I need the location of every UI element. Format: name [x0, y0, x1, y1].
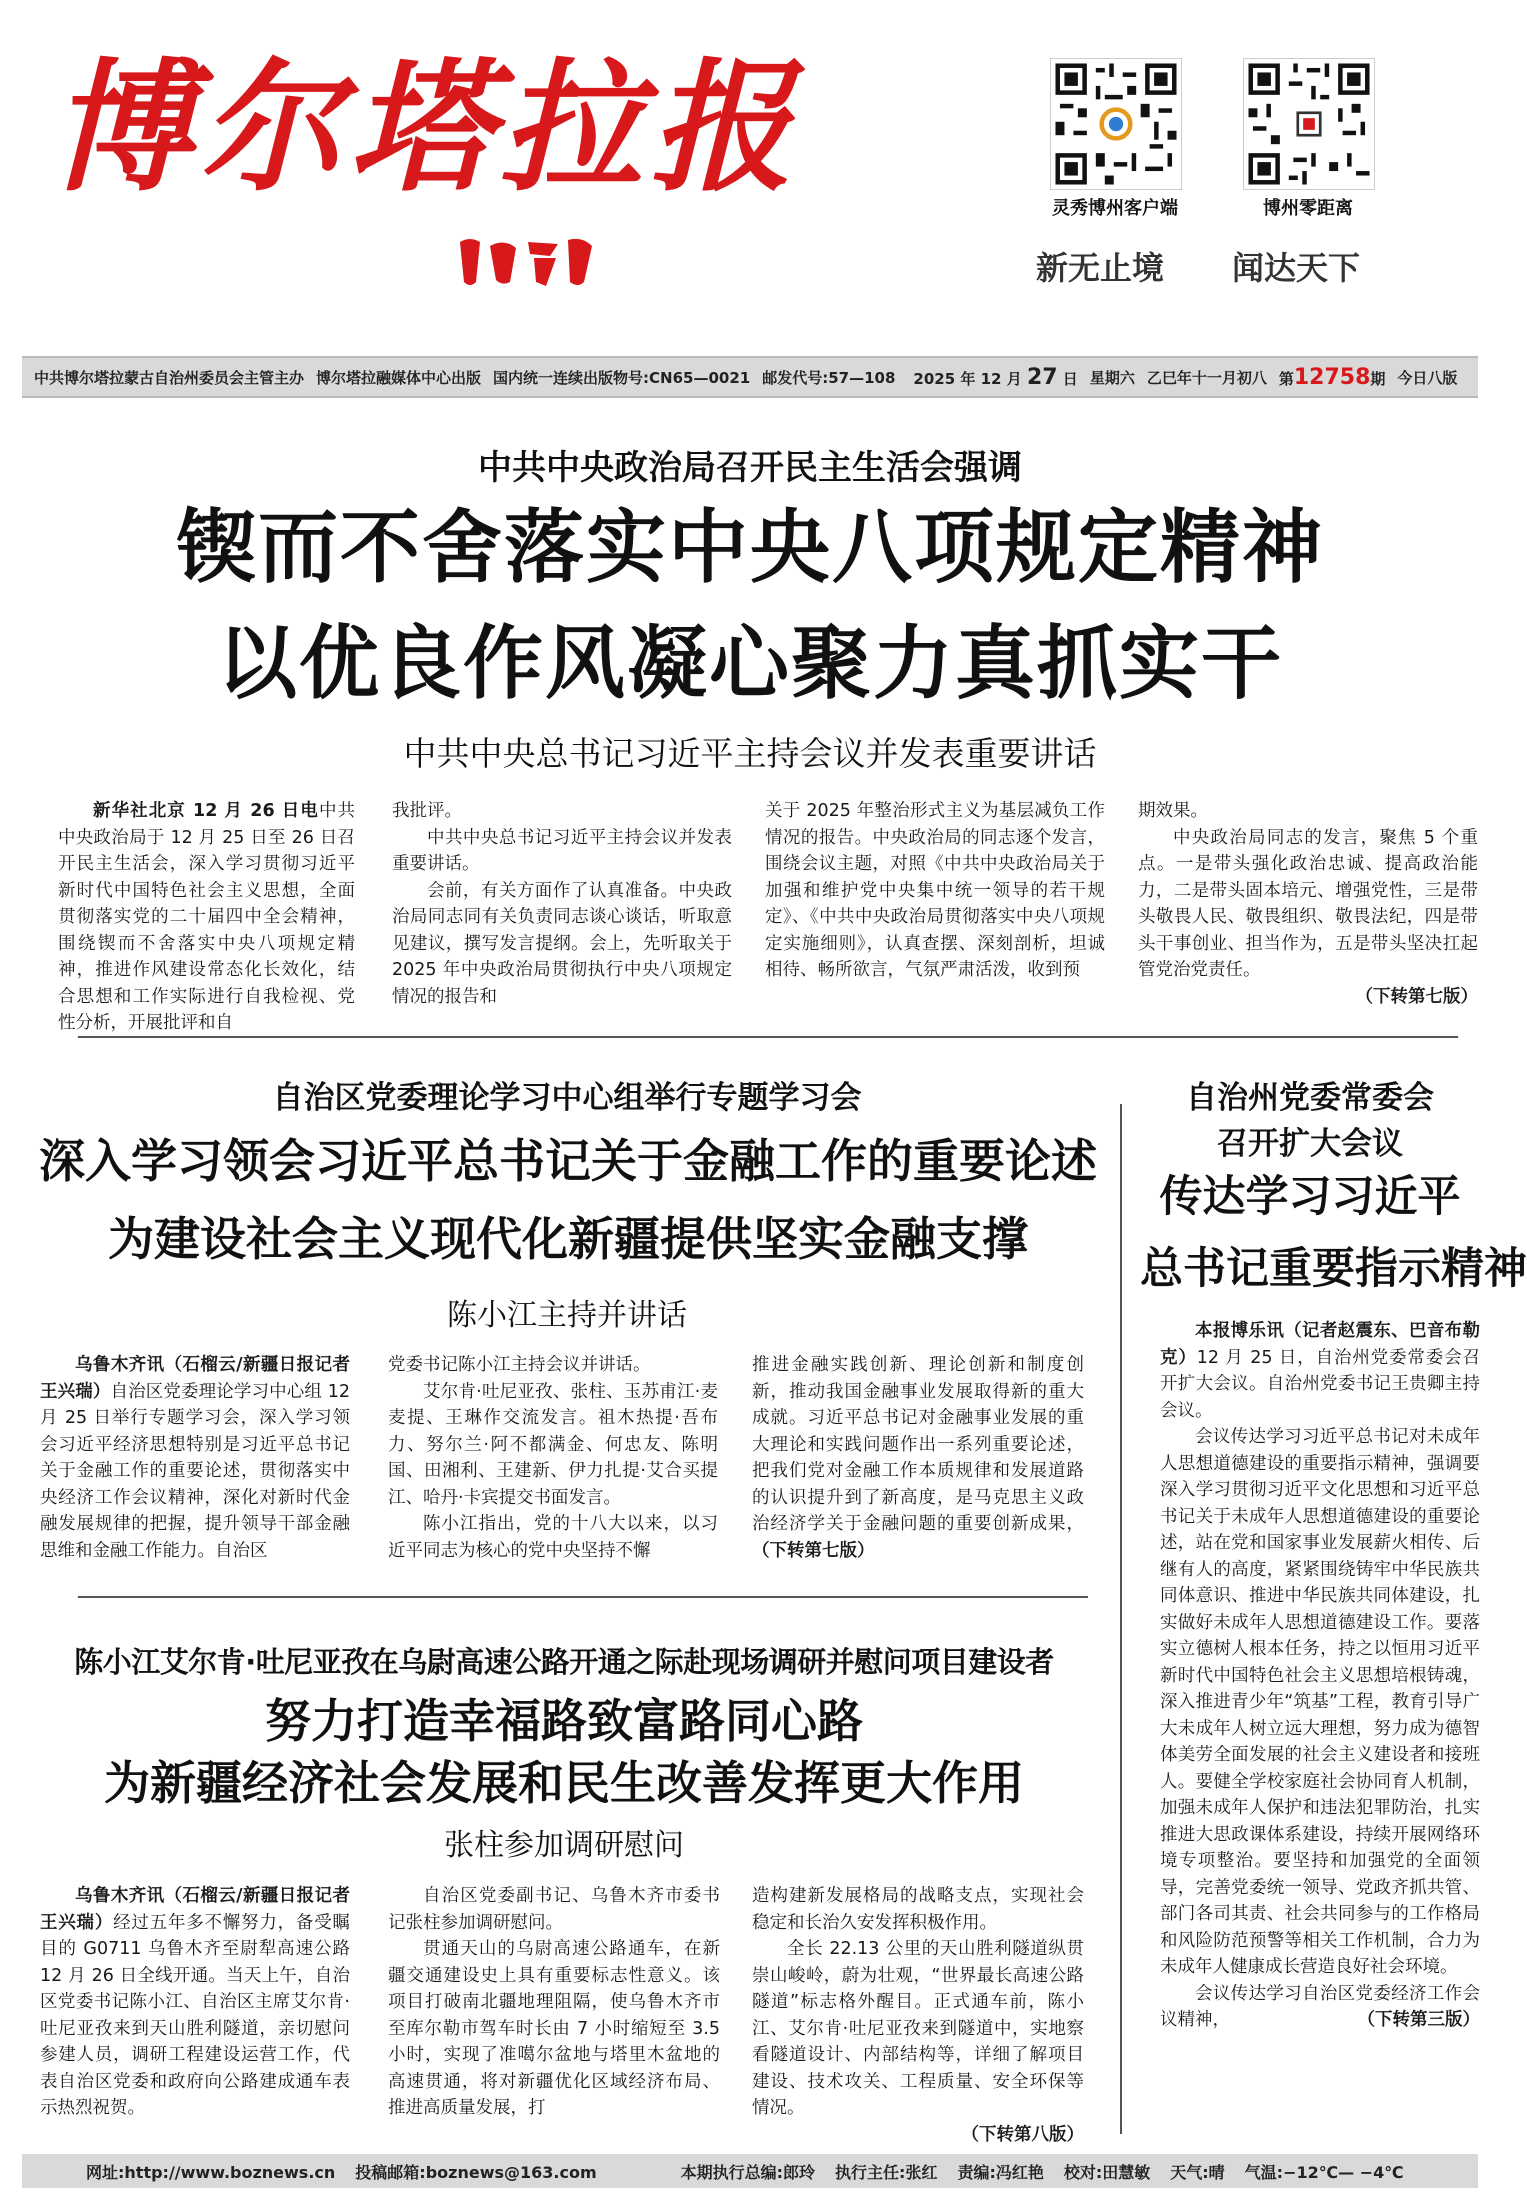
article1-headline-2[interactable]: 以优良作风凝心聚力真抓实干	[217, 617, 1283, 710]
article4-body	[1160, 1318, 1480, 2132]
footer-email-link[interactable]: 投稿邮箱:boznews@163.com	[355, 2162, 597, 2182]
article4-kicker-2: 召开扩大会议	[1217, 1126, 1403, 1162]
article1-col-4	[1138, 798, 1478, 1010]
article2-col2-a: 党委书记陈小江主持会议并讲话。	[388, 1355, 651, 1375]
article2-col1-text: 自治区党委理论学习中心组 12 月 25 日举行专题学习会，深入学习领会习近平经济思想特别是习近平总书记关于金融工作的重要论述，贯彻落实中央经济工作会议精神，深化对新时代金融发展规律的把握，提升领导干部金融思维和金融工作能力。自治区	[40, 1381, 350, 1561]
article1-col-2	[392, 798, 732, 1008]
article3-headline-1[interactable]: 努力打造幸福路致富路同心路	[265, 1694, 863, 1748]
mongolian-script-logo	[450, 232, 610, 292]
article1-continued[interactable]: （下转第七版）	[1355, 986, 1478, 1007]
slogan-left: 新无止境	[1036, 249, 1165, 287]
article2-col-1	[40, 1352, 350, 1564]
article2-headline-1[interactable]: 深入学习领会习近平总书记关于金融工作的重要论述	[39, 1134, 1097, 1188]
article3-continued[interactable]: （下转第八版）	[961, 2124, 1084, 2145]
divider-vertical	[1120, 1104, 1122, 2134]
slogan-right: 闻达天下	[1232, 249, 1361, 287]
article1-dateline: 新华社北京 12 月 26 日电	[93, 801, 319, 821]
footer-director: 执行主任:张红	[835, 2162, 938, 2182]
sponsor-text: 中共博尔塔拉蒙古自治州委员会主管主办	[34, 368, 305, 387]
date-prefix: 2025 年 12 月	[913, 369, 1022, 388]
date-suffix: 日	[1062, 369, 1078, 388]
issue-prefix: 第	[1278, 369, 1294, 388]
postal-code: 邮发代号:57—108	[762, 368, 896, 387]
article2-dateline: 乌鲁木齐讯（石榴云/新疆日报记者王兴瑞）	[40, 1355, 350, 1402]
article2-continued[interactable]: （下转第七版）	[752, 1540, 875, 1561]
article3-col-1	[40, 1883, 350, 2127]
article1-col4-b: 中央政治局同志的发言，聚焦 5 个重点。一是带头强化政治忠诚、提高政治能力，二是带头固本培元、增强党性，三是带头敬畏人民、敬畏组织、敬畏法纪，四是带头干事创业、担当作为，五是带头坚决扛起管党治党责任。	[1138, 827, 1478, 980]
article1-col2-c: 会前，有关方面作了认真准备。中央政治局同志同有关负责同志谈心谈话，听取意见建议，撰写发言提纲。会上，先听取关于 2025 年中央政治局贯彻执行中央八项规定情况的报告和	[392, 880, 732, 1007]
article3-headline-2[interactable]: 为新疆经济社会发展和民生改善发挥更大作用	[104, 1756, 1024, 1810]
footer-bar	[22, 2154, 1478, 2188]
article1-kicker: 中共中央政治局召开民主生活会强调	[478, 448, 1022, 488]
issue-suffix: 期	[1370, 369, 1386, 388]
article2-kicker: 自治区党委理论学习中心组举行专题学习会	[272, 1080, 862, 1116]
article1-col-1	[58, 798, 356, 1033]
article3-col-2	[388, 1883, 720, 2127]
article3-subhead: 张柱参加调研慰问	[444, 1828, 684, 1863]
article3-col3-b: 全长 22.13 公里的天山胜利隧道纵贯崇山峻岭，蔚为壮观，“世界最长高速公路隧道”标志格外醒目。正式通车前，陈小江、艾尔肯·吐尼亚孜来到隧道中，实地察看隧道设计、内部结构等，详细了解项目建设、技术攻关、工程质量、安全环保等情况。	[752, 1939, 1084, 2118]
article1-col-3	[765, 798, 1105, 1008]
cn-number: 国内统一连续出版物号:CN65—0021	[493, 368, 751, 387]
footer-weather: 天气:晴	[1170, 2162, 1225, 2182]
footer-proofreader: 校对:田慧敏	[1063, 2162, 1151, 2182]
article3-col2-a: 自治区党委副书记、乌鲁木齐市委书记张柱参加调研慰问。	[388, 1886, 720, 1933]
publisher-text: 博尔塔拉融媒体中心出版	[316, 368, 482, 387]
article1-subhead: 中共中央总书记习近平主持会议并发表重要讲话	[403, 734, 1097, 773]
qr-code-client[interactable]	[1050, 58, 1182, 190]
article2-col2-b: 艾尔肯·吐尼亚孜、张柱、玉苏甫江·麦麦提、王琳作交流发言。祖木热提·吾布力、努尔兰·阿不都满金、何忠友、陈明国、田湘利、王建新、伊力扎提·艾合买提江、哈丹·卡宾提交书面发言。	[388, 1381, 718, 1508]
page-count: 今日八版	[1397, 368, 1458, 387]
article3-col2-b: 贯通天山的乌尉高速公路通车，在新疆交通建设史上具有重要标志性意义。该项目打破南北疆地理阻隔，使乌鲁木齐市至库尔勒市驾车时长由 7 小时缩短至 3.5 小时，实现了准噶尔盆地与塔里木盆地的高速贯通，将对新疆优化区域经济布局、推进高质量发展，打	[388, 1939, 720, 2118]
qr-code-wechat[interactable]	[1243, 58, 1375, 190]
article2-col3-text: 推进金融实践创新、理论创新和制度创新，推动我国金融事业发展取得新的重大成就。习近平总书记对金融事业发展的重大理论和实践问题作出一系列重要论述，把我们党对金融工作本质规律和发展道路的认识提升到了新高度，是马克思主义政治经济学关于金融问题的重要创新成果，	[752, 1355, 1084, 1534]
divider-2	[78, 1596, 1088, 1598]
article4-headline-2[interactable]: 总书记重要指示精神	[1140, 1244, 1527, 1294]
article4-p2: 会议传达学习习近平总书记对未成年人思想道德建设的重要指示精神，强调要深入学习贯彻习近平文化思想和习近平总书记关于未成年人思想道德建设的重要论述，站在党和国家事业发展薪火相传、后继有人的高度，紧紧围绕铸牢中华民族共同体意识、推进中华民族共同体建设，扎实做好未成年人思想道德建设工作。要落实立德树人根本任务，持之以恒用习近平新时代中国特色社会主义思想培根铸魂，深入推进青少年“筑基”工程，教育引导广大未成年人树立远大理想，努力成为德智体美劳全面发展的社会主义建设者和接班人。要健全学校家庭社会协同育人机制，加强未成年人保护和违法犯罪防治，扎实推进大思政课体系建设，持续开展网络环境专项整治。要坚持和加强党的全面领导，完善党委统一领导、党政齐抓共管、部门各司其责、社会共同参与的工作格局和风险防范预警等相关工作机制，合力为未成年人健康成长营造良好社会环境。	[1160, 1427, 1480, 1977]
issue-number-value: 12758	[1293, 364, 1371, 390]
article1-col2-b: 中共中央总书记习近平主持会议并发表重要讲话。	[392, 827, 732, 874]
footer-temperature: 气温:−12℃— −4℃	[1244, 2162, 1404, 2182]
divider-1	[78, 1036, 1458, 1038]
date-day: 27	[1026, 364, 1058, 390]
article3-dateline: 乌鲁木齐讯（石榴云/新疆日报记者王兴瑞）	[40, 1886, 350, 1933]
article2-col-3	[752, 1352, 1084, 1564]
footer-website-link[interactable]: 网址:http://www.boznews.cn	[86, 2162, 336, 2182]
article1-headline-1[interactable]: 锲而不舍落实中央八项规定精神	[176, 501, 1324, 594]
article1-col4-a: 期效果。	[1138, 801, 1208, 821]
footer-editor: 责编:冯红艳	[957, 2162, 1044, 2182]
article2-col2-c: 陈小江指出，党的十八大以来，以习近平同志为核心的党中央坚持不懈	[388, 1514, 718, 1561]
issue-date	[913, 365, 1077, 390]
publication-info-bar	[22, 356, 1478, 398]
article1-col3-text: 关于 2025 年整治形式主义为基层减负工作情况的报告。中央政治局的同志逐个发言，围绕会议主题，对照《中共中央政治局关于加强和维护党中央集中统一领导的若干规定》、《中共中央政治局贯彻落实中央八项规定实施细则》，认真查摆、深刻剖析，坦诚相待、畅所欲言，气氛严肃活泼，收到预	[765, 801, 1105, 980]
article2-headline-2[interactable]: 为建设社会主义现代化新疆提供坚实金融支撑	[108, 1212, 1028, 1266]
issue-number	[1279, 365, 1386, 390]
weekday: 星期六	[1089, 368, 1135, 387]
article4-headline-1[interactable]: 传达学习习近平	[1159, 1172, 1461, 1222]
article1-col2-a: 我批评。	[392, 801, 462, 821]
article3-col1-text: 经过五年多不懈努力，备受瞩目的 G0711 乌鲁木齐至尉犁高速公路 12 月 26 日全线开通。当天上午，自治区党委书记陈小江、自治区主席艾尔肯·吐尼亚孜来到天山胜利隧道，亲切慰问参建人员，调研工程建设运营工作，代表自治区党委和政府向公路建成通车表示热烈祝贺。	[40, 1912, 350, 2118]
article4-kicker-1: 自治州党委常委会	[1186, 1080, 1434, 1116]
article4-p3: 会议传达学习自治区党委经济工作会议精神，	[1160, 1983, 1480, 2030]
lunar-date: 乙巳年十一月初八	[1146, 368, 1267, 387]
article4-p1: 12 月 25 日，自治州党委常委会召开扩大会议。自治州党委书记王贵卿主持会议。	[1160, 1347, 1481, 1421]
qr-code-icon	[1051, 59, 1181, 189]
article3-col-3	[752, 1883, 1084, 2145]
masthead-title: 博尔塔拉报	[50, 45, 800, 211]
article3-kicker: 陈小江艾尔肯·吐尼亚孜在乌尉高速公路开通之际赴现场调研并慰问项目建设者	[74, 1645, 1054, 1679]
article3-col3-a: 造构建新发展格局的战略支点，实现社会稳定和长治久安发挥积极作用。	[752, 1886, 1084, 1933]
footer-chief-editor: 本期执行总编:郎玲	[680, 2162, 816, 2182]
article2-col-2	[388, 1352, 718, 1564]
qr-wechat-label: 博州零距离	[1263, 198, 1353, 219]
qr-code-icon	[1244, 59, 1374, 189]
article2-subhead: 陈小江主持并讲话	[447, 1298, 687, 1333]
qr-client-label: 灵秀博州客户端	[1052, 198, 1178, 219]
article4-continued[interactable]: （下转第三版）	[1357, 2010, 1480, 2030]
article1-col1-text: 中共中央政治局于 12 月 25 日至 26 日召开民主生活会，深入学习贯彻习近平新时代中国特色社会主义思想，全面贯彻落实党的二十届四中全会精神，围绕锲而不舍落实中央八项规定精神，推进作风建设常态化长效化，结合思想和工作实际进行自我检视、党性分析，开展批评和自	[58, 801, 356, 1033]
article4-dateline: 本报博乐讯（记者赵震东、巴音布勒克）	[1160, 1321, 1480, 1368]
